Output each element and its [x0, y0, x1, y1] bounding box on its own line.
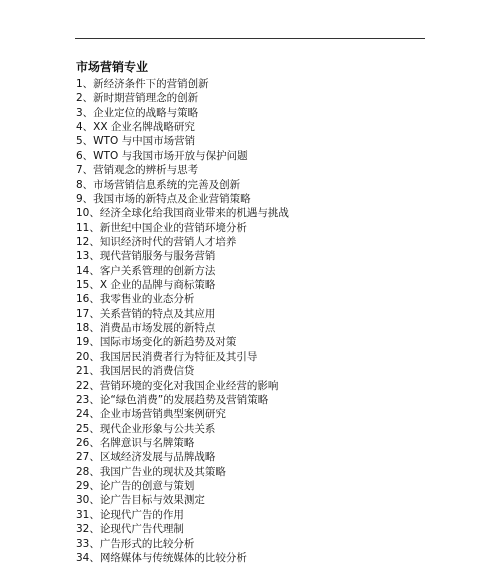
- topic-item: 2、新时期营销理念的创新: [76, 92, 199, 105]
- topic-item: 23、论“绿色消费”的发展趋势及营销策略: [76, 393, 269, 406]
- topic-item: 31、论现代广告的作用: [76, 508, 184, 521]
- topic-item: 21、我国居民的消费信贷: [76, 365, 195, 378]
- topic-item: 7、营销观念的辨析与思考: [76, 164, 199, 177]
- topic-item: 8、市场营销信息系统的完善及创新: [76, 178, 241, 191]
- topic-item: 10、经济全球化给我国商业带来的机遇与挑战: [76, 207, 289, 220]
- topic-item: 27、区域经济发展与品牌战略: [76, 451, 216, 464]
- topic-item: 13、现代营销服务与服务营销: [76, 250, 216, 263]
- topic-item: 5、WTO 与中国市场营销: [76, 135, 196, 148]
- topic-item: 1、新经济条件下的营销创新: [76, 78, 209, 90]
- topic-item: 14、客户关系管理的创新方法: [76, 264, 216, 277]
- topic-item: 19、国际市场变化的新趋势及对策: [76, 336, 237, 349]
- topic-item: 18、消费品市场发展的新特点: [76, 322, 216, 335]
- topic-item: 20、我国居民消费者行为特征及其引导: [76, 350, 258, 363]
- topic-item: 28、我国广告业的现状及其策略: [76, 465, 226, 478]
- topic-item: 3、企业定位的战略与策略: [76, 106, 199, 119]
- topic-list: [76, 77, 289, 565]
- topic-item: 26、名牌意识与名牌策略: [76, 436, 195, 449]
- document-title: 市场营销专业: [76, 60, 149, 74]
- topic-item: 9、我国市场的新特点及企业营销策略: [76, 192, 251, 205]
- topic-item: 32、论现代广告代理制: [76, 523, 184, 536]
- topic-item: 12、知识经济时代的营销人才培养: [76, 235, 237, 248]
- topic-item: 15、X 企业的品牌与商标策略: [76, 279, 216, 292]
- topic-item: 17、关系营销的特点及其应用: [76, 307, 216, 320]
- topic-item: 22、营销环境的变化对我国企业经营的影响: [76, 379, 279, 392]
- topic-item: 11、新世纪中国企业的营销环境分析: [76, 221, 247, 234]
- topic-item: 29、论广告的创意与策划: [76, 480, 195, 493]
- topic-item: 25、现代企业形象与公共关系: [76, 422, 216, 435]
- topic-item: 6、WTO 与我国市场开放与保护问题: [76, 149, 248, 162]
- topic-item: 24、企业市场营销典型案例研究: [76, 408, 226, 421]
- header-rule: [75, 38, 425, 39]
- topic-item: 30、论广告目标与效果测定: [76, 494, 205, 507]
- topic-item: 4、XX 企业名牌战略研究: [76, 121, 195, 134]
- topic-item: 34、网络媒体与传统媒体的比较分析: [76, 551, 247, 564]
- topic-item: 16、我零售业的业态分析: [76, 293, 195, 306]
- topic-item: 33、广告形式的比较分析: [76, 537, 195, 550]
